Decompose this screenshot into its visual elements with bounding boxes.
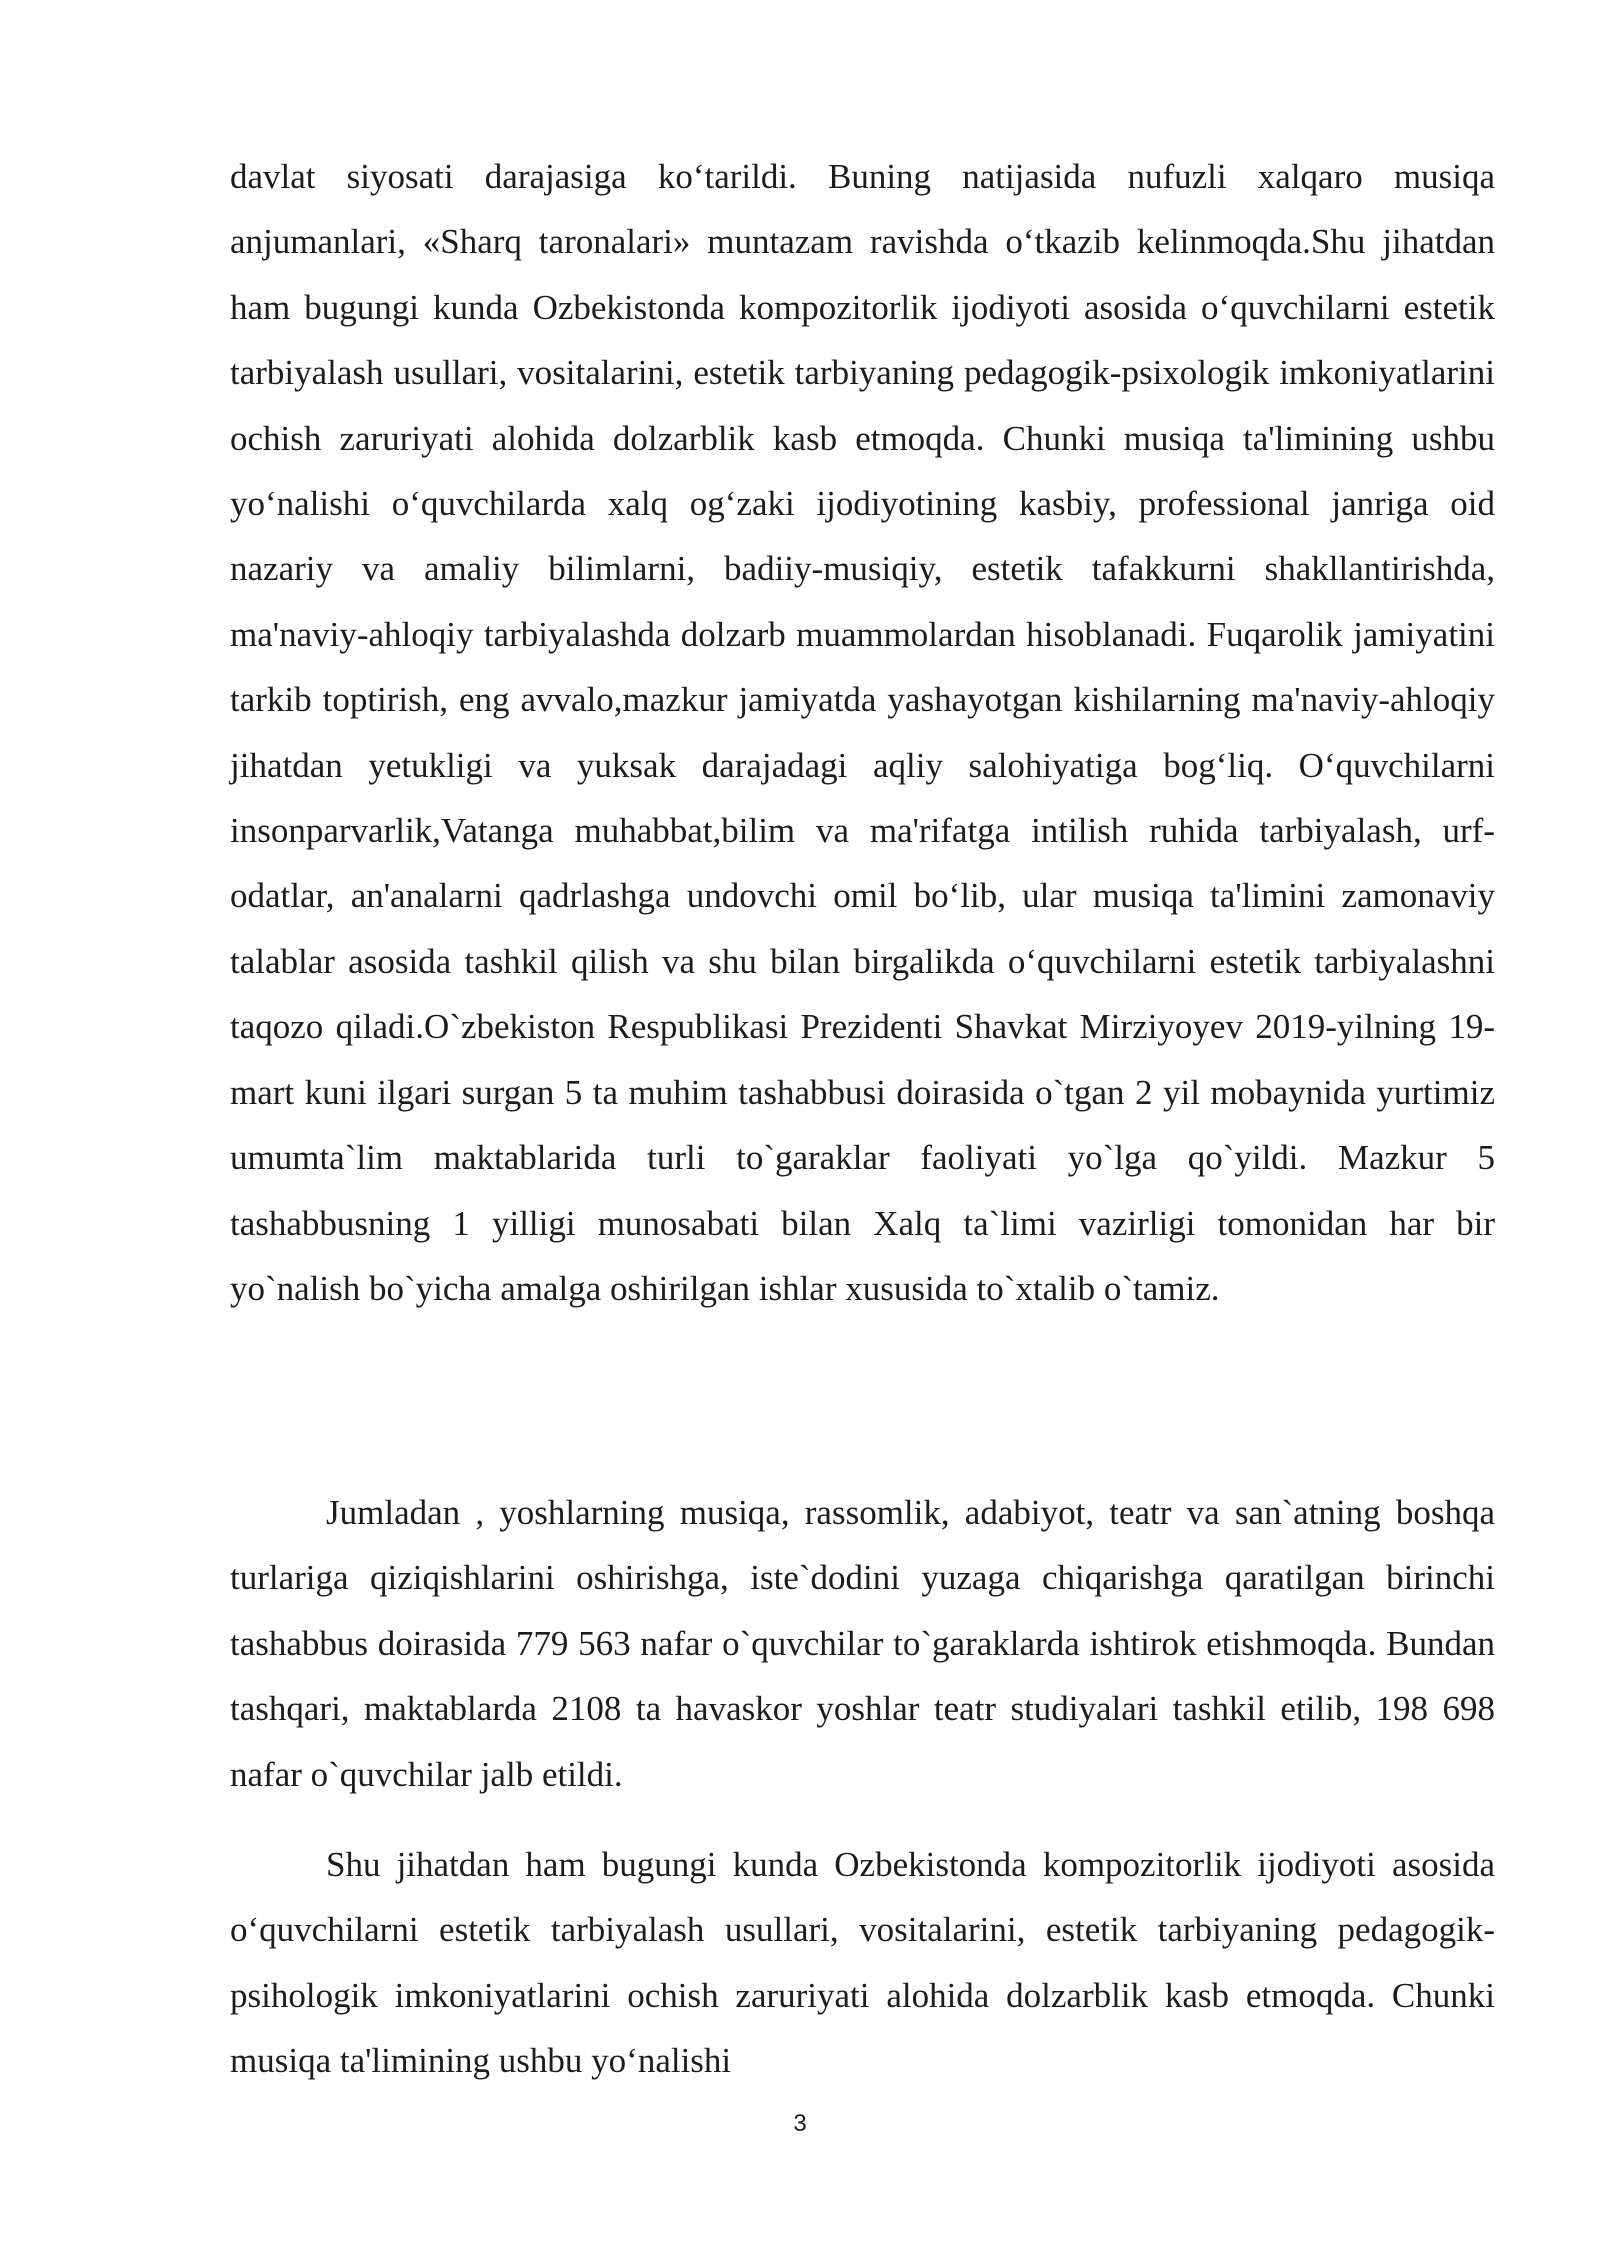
body-paragraph-2: Jumladan , yoshlarning musiqa, rassomlik, adabiyot, teatr va san`atning boshqa turlariga qiziqishlarini oshirishga, iste`dodini yuzaga chiqarishga qaratilgan birinchi tashabbus doirasida 779 563 nafar o`quvchilar to`garaklarda ishtirok etishmoqda. Bundan tashqari, maktablarda 2108 ta havaskor yoshlar teatr studiyalari tashkil etilib, 198 698 nafar o`quvchilar jalb etildi. — [230, 1493, 1495, 1794]
body-paragraph-1: davlat siyosati darajasiga koʻtarildi. Buning natijasida nufuzli xalqaro musiqa anjumanlari, «Sharq taronalari» muntazam ravishda oʻtkazib kelinmoqda.Shu jihatdan ham bugungi kunda Ozbekistonda kompozitorlik ijodiyoti asosida oʻquvchilarni estetik tarbiyalash usullari, vositalarini, estetik tarbiyaning pedagogik-psixologik imkoniyatlarini ochish zaruriyati alohida dolzarblik kasb etmoqda. Chunki musiqa ta'limining ushbu yoʻnalishi oʻquvchilarda xalq ogʻzaki ijodiyotining kasbiy, professional janriga oid nazariy va amaliy bilimlarni, badiiy-musiqiy, estetik tafakkurni shakllantirishda, ma'naviy-ahloqiy tarbiyalashda dolzarb muammolardan hisoblanadi. Fuqarolik jamiyatini tarkib toptirish, eng avvalo,mazkur jamiyatda yashayotgan kishilarning ma'naviy-ahloqiy jihatdan yetukligi va yuksak darajadagi aqliy salohiyatiga bogʻliq. Oʻquvchilarni insonparvarlik,Vatanga muhabbat,bilim va ma'rifatga intilish ruhida tarbiyalash, urf-odatlar, an'analarni qadrlashga undovchi omil boʻlib, ular musiqa ta'limini zamonaviy talablar asosida tashkil qilish va shu bilan birgalikda oʻquvchilarni estetik tarbiyalashni taqozo qiladi.O`zbekiston Respublikasi Prezidenti Shavkat Mirziyoyev 2019-yilning 19-mart kuni ilgari surgan 5 ta muhim tashabbusi doirasida o`tgan 2 yil mobaynida yurtimiz umumta`lim maktablarida turli to`garaklar faoliyati yo`lga qo`yildi. Mazkur 5 tashabbusning 1 yilligi munosabati bilan Xalq ta`limi vazirligi tomonidan har bir yo`nalish bo`yicha amalga oshirilgan ishlar xususida to`xtalib o`tamiz. — [230, 157, 1495, 1308]
page-number: 3 — [793, 2110, 807, 2137]
body-paragraph-3: Shu jihatdan ham bugungi kunda Ozbekistonda kompozitorlik ijodiyoti asosida oʻquvchilarni estetik tarbiyalash usullari, vositalarini, estetik tarbiyaning pedagogik-psihologik imkoniyatlarini ochish zaruriyati alohida dolzarblik kasb etmoqda. Chunki musiqa ta'limining ushbu yoʻnalishi — [230, 1845, 1495, 2081]
